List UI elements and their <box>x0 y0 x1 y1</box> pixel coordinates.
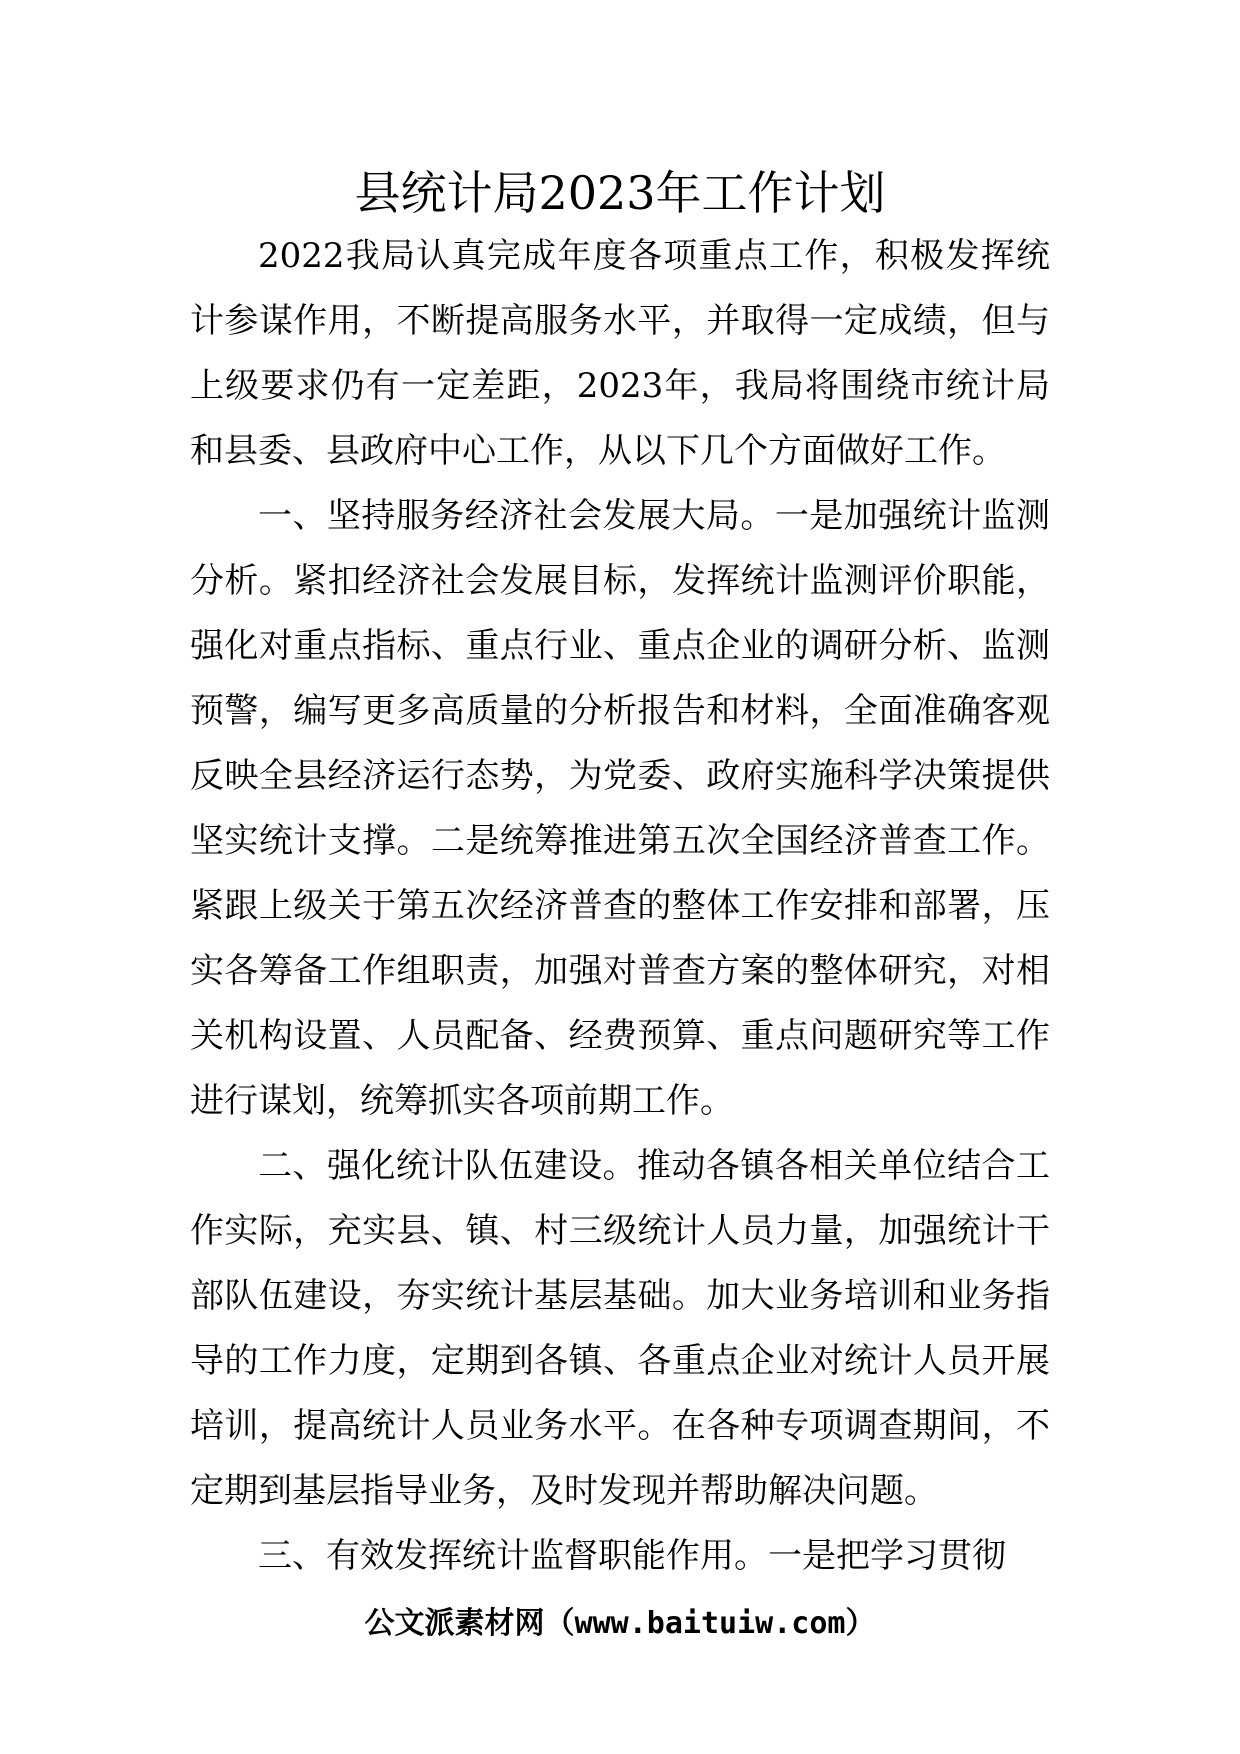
paragraph-section-1: 一、坚持服务经济社会发展大局。一是加强统计监测分析。紧扣经济社会发展目标，发挥统计监测评价职能，强化对重点指标、重点行业、重点企业的调研分析、监测预警，编写更多高质量的分析报告和材料，全面准确客观反映全县经济运行态势，为党委、政府实施科学决策提供坚实统计支撑。二是统筹推进第五次全国经济普查工作。紧跟上级关于第五次经济普查的整体工作安排和部署，压实各筹备工作组职责，加强对普查方案的整体研究，对相关机构设置、人员配备、经费预算、重点问题研究等工作进行谋划，统筹抓实各项前期工作。 <box>190 496 1050 1121</box>
paragraph-section-2: 二、强化统计队伍建设。推动各镇各相关单位结合工作实际，充实县、镇、村三级统计人员力量，加强统计干部队伍建设，夯实统计基层基础。加大业务培训和业务指导的工作力度，定期到各镇、各重点企业对统计人员开展培训，提高统计人员业务水平。在各种专项调查期间，不定期到基层指导业务，及时发现并帮助解决问题。 <box>190 1146 1050 1511</box>
document-body <box>190 224 1050 1589</box>
paragraph-section-3: 三、有效发挥统计监督职能作用。一是把学习贯彻 <box>258 1536 1006 1576</box>
page-footer-watermark: 公文派素材网（www.baituiw.com） <box>364 1606 876 1641</box>
paragraph-intro: 2022我局认真完成年度各项重点工作，积极发挥统计参谋作用，不断提高服务水平，并取得一定成绩，但与上级要求仍有一定差距，2023年，我局将围绕市统计局和县委、县政府中心工作，从以下几个方面做好工作。 <box>190 236 1050 471</box>
document-title: 县统计局2023年工作计划 <box>354 166 886 220</box>
